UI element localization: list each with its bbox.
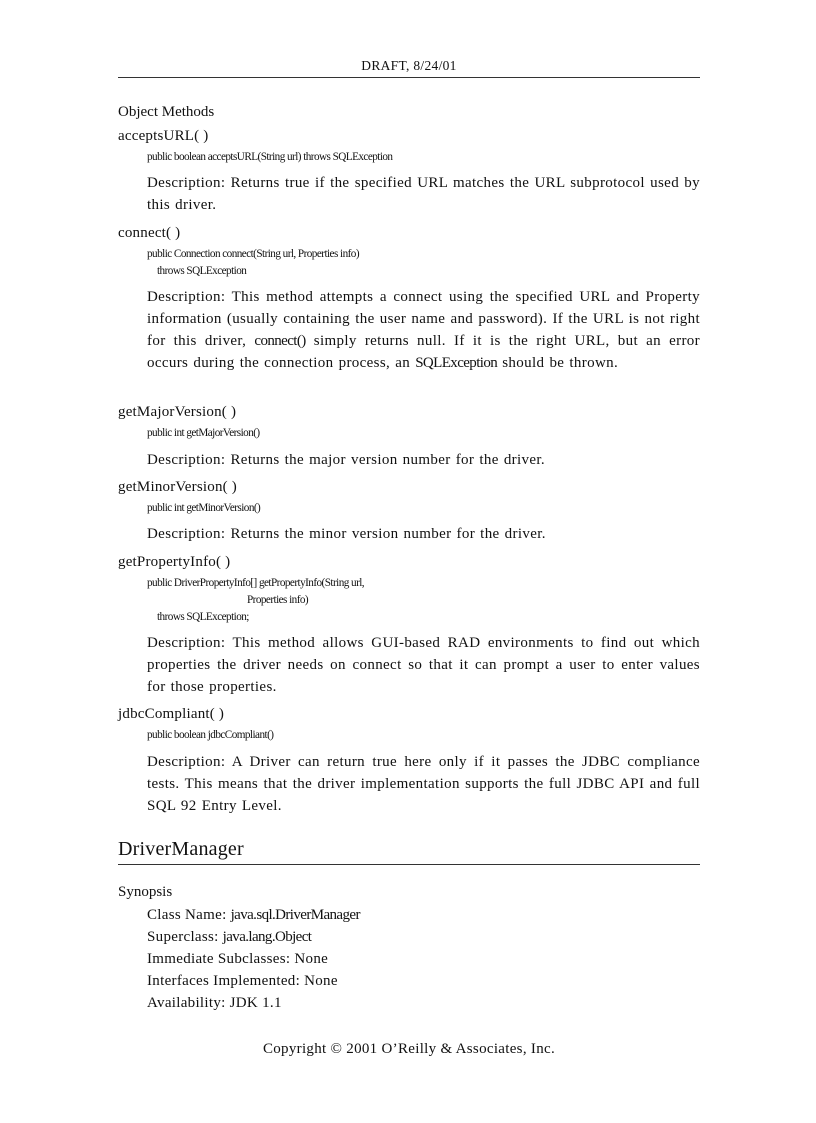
method-name-jdbccompliant: jdbcCompliant( ) [118, 706, 225, 722]
method-description: Description: A Driver can return true here only if it passes the JDBC compliance tests. This means that the driver implementation supports the full JDBC API and full SQL 92 Entry Level. [147, 754, 700, 814]
description-text: simply returns null. If it is the right URL, but an error occurs during the connection process, an [147, 333, 700, 371]
inline-code: connect() [254, 333, 306, 349]
method-signature: public Connection connect(String url, Properties info) [147, 248, 360, 260]
method-signature: public int getMajorVersion() [147, 427, 260, 439]
synopsis-field-label: Class Name: [147, 907, 231, 923]
page-footer: Copyright © 2001 O’Reilly & Associates, Inc. [262, 1041, 556, 1057]
method-signature-throws: throws SQLException [157, 265, 247, 277]
synopsis-field-value: java.sql.DriverManager [230, 907, 360, 923]
synopsis-superclass [147, 929, 311, 946]
synopsis-availability: Availability: JDK 1.1 [147, 995, 282, 1011]
method-description: Description: Returns the minor version number for the driver. [147, 526, 546, 542]
method-signature: public DriverPropertyInfo[] getPropertyInfo(String url, [147, 577, 365, 589]
header-rule [118, 77, 700, 78]
description-text: Description: This method attempts a connect using the specified URL and Property information (usually containing the user name and password). If the URL is not right for this driver, [147, 289, 700, 349]
method-signature-param: Properties info) [247, 594, 309, 606]
method-name-getpropertyinfo: getPropertyInfo( ) [118, 554, 231, 570]
synopsis-field-value: java.lang.Object [222, 929, 312, 945]
description-text: should be thrown. [497, 355, 619, 371]
method-signature: public int getMinorVersion() [147, 502, 261, 514]
method-description: Description: Returns true if the specified URL matches the URL subprotocol used by this driver. [147, 175, 700, 213]
section-title: DriverManager [118, 838, 244, 860]
method-description [147, 286, 700, 374]
method-name-getmajorversion: getMajorVersion( ) [118, 404, 237, 420]
method-name-getminorversion: getMinorVersion( ) [118, 479, 237, 495]
method-name-acceptsurl: acceptsURL( ) [118, 128, 209, 144]
synopsis-interfaces: Interfaces Implemented: None [147, 973, 338, 989]
method-name-connect: connect( ) [118, 225, 181, 241]
synopsis-field-label: Superclass: [147, 929, 223, 945]
method-signature: public boolean jdbcCompliant() [147, 729, 274, 741]
synopsis-label: Synopsis [118, 884, 173, 900]
section-label: Object Methods [118, 104, 215, 120]
page-header: DRAFT, 8/24/01 [361, 58, 457, 73]
synopsis-subclasses: Immediate Subclasses: None [147, 951, 329, 967]
method-description: Description: Returns the major version number for the driver. [147, 452, 546, 468]
method-description: Description: This method allows GUI-based RAD environments to find out which properties the driver needs on connect so that it can prompt a user to enter values for those properties. [147, 635, 700, 695]
inline-code: SQLException [415, 355, 498, 371]
method-signature: public boolean acceptsURL(String url) throws SQLException [147, 151, 393, 163]
section-rule [118, 864, 700, 865]
synopsis-class-name [147, 907, 360, 924]
method-signature-throws: throws SQLException; [157, 611, 249, 623]
